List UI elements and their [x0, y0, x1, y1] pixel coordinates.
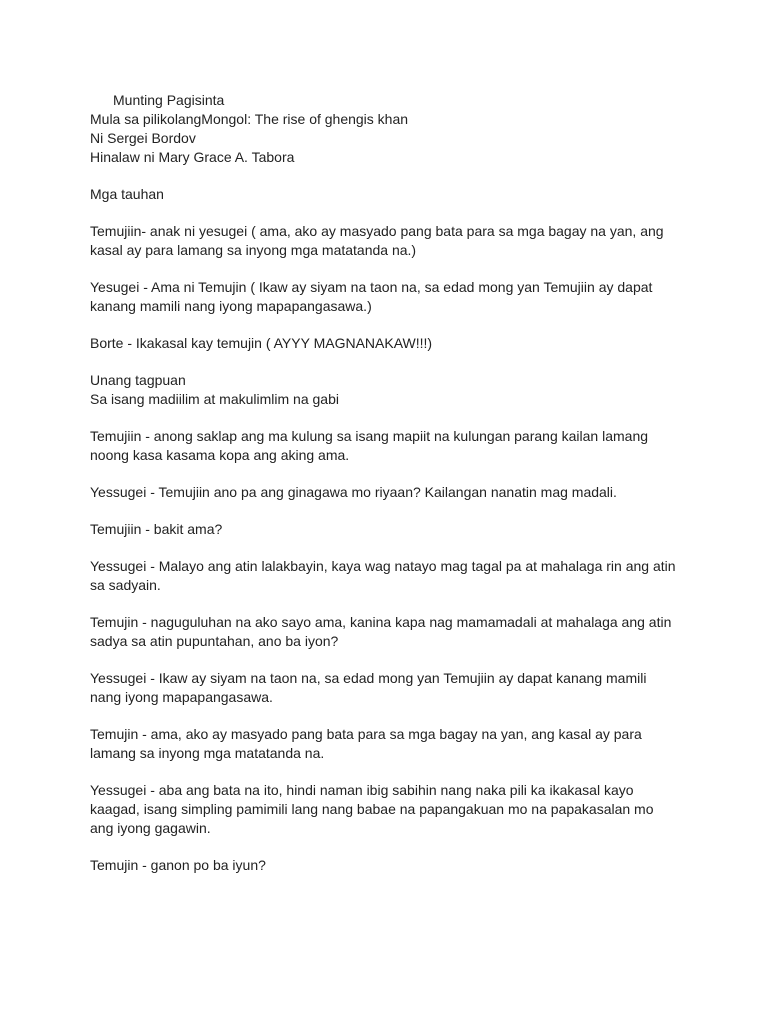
- dialogue-line: Temujiin - anong saklap ang ma kulung sa isang mapiit na kulungan parang kailan lamang noong kasa kasama kopa ang aking ama.: [90, 428, 649, 463]
- dialogue-line: Yessugei - Temujiin ano pa ang ginagawa mo riyaan? Kailangan nanatin mag madali.: [90, 484, 617, 500]
- character-entry-temujiin: Temujiin- anak ni yesugei ( ama, ako ay masyado pang bata para sa mga bagay na yan, ang kasal ay para lamang sa inyong mga matatanda na.): [90, 223, 664, 258]
- author-line: Ni Sergei Bordov: [90, 130, 196, 146]
- dialogue-line: Temujiin - bakit ama?: [90, 521, 223, 537]
- character-entry-yesugei: Yesugei - Ama ni Temujin ( Ikaw ay siyam na taon na, sa edad mong yan Temujiin ay dapat kanang mamili nang iyong mapapangasawa.): [90, 279, 653, 314]
- character-entry-borte: Borte - Ikakasal kay temujin ( AYYY MAGNANAKAW!!!): [90, 335, 433, 351]
- dialogue-line: Yessugei - Ikaw ay siyam na taon na, sa edad mong yan Temujiin ay dapat kanang mamili nang iyong mapapangasawa.: [90, 670, 647, 705]
- source-line: Mula sa pilikolangMongol: The rise of ghengis khan: [90, 111, 409, 127]
- dialogue-line: Temujin - naguguluhan na ako sayo ama, kanina kapa nag mamamadali at mahalaga ang atin sadya sa atin pupuntahan, ano ba iyon?: [90, 614, 672, 649]
- scene-heading: Unang tagpuan: [90, 372, 186, 388]
- dialogue-line: Yessugei - aba ang bata na ito, hindi naman ibig sabihin nang naka pili ka ikakasal kayo kaagad, isang simpling pamimili lang nang babae na papangakuan mo na papakasalan mo ang iyong gagawin.: [90, 782, 654, 836]
- scene-setting: Sa isang madiilim at makulimlim na gabi: [90, 391, 339, 407]
- characters-heading: Mga tauhan: [90, 186, 164, 202]
- scene-block: [90, 371, 680, 409]
- dialogue-line: Temujin - ganon po ba iyun?: [90, 857, 266, 873]
- dialogue-line: Temujin - ama, ako ay masyado pang bata para sa mga bagay na yan, ang kasal ay para lamang sa inyong mga matatanda na.: [90, 726, 642, 761]
- title-block: [90, 91, 680, 167]
- document-title: Munting Pagisinta: [113, 92, 225, 108]
- dialogue-line: Yessugei - Malayo ang atin lalakbayin, kaya wag natayo mag tagal pa at mahalaga rin ang atin sa sadyain.: [90, 558, 676, 593]
- document-body: [90, 91, 680, 893]
- adapter-line: Hinalaw ni Mary Grace A. Tabora: [90, 149, 295, 165]
